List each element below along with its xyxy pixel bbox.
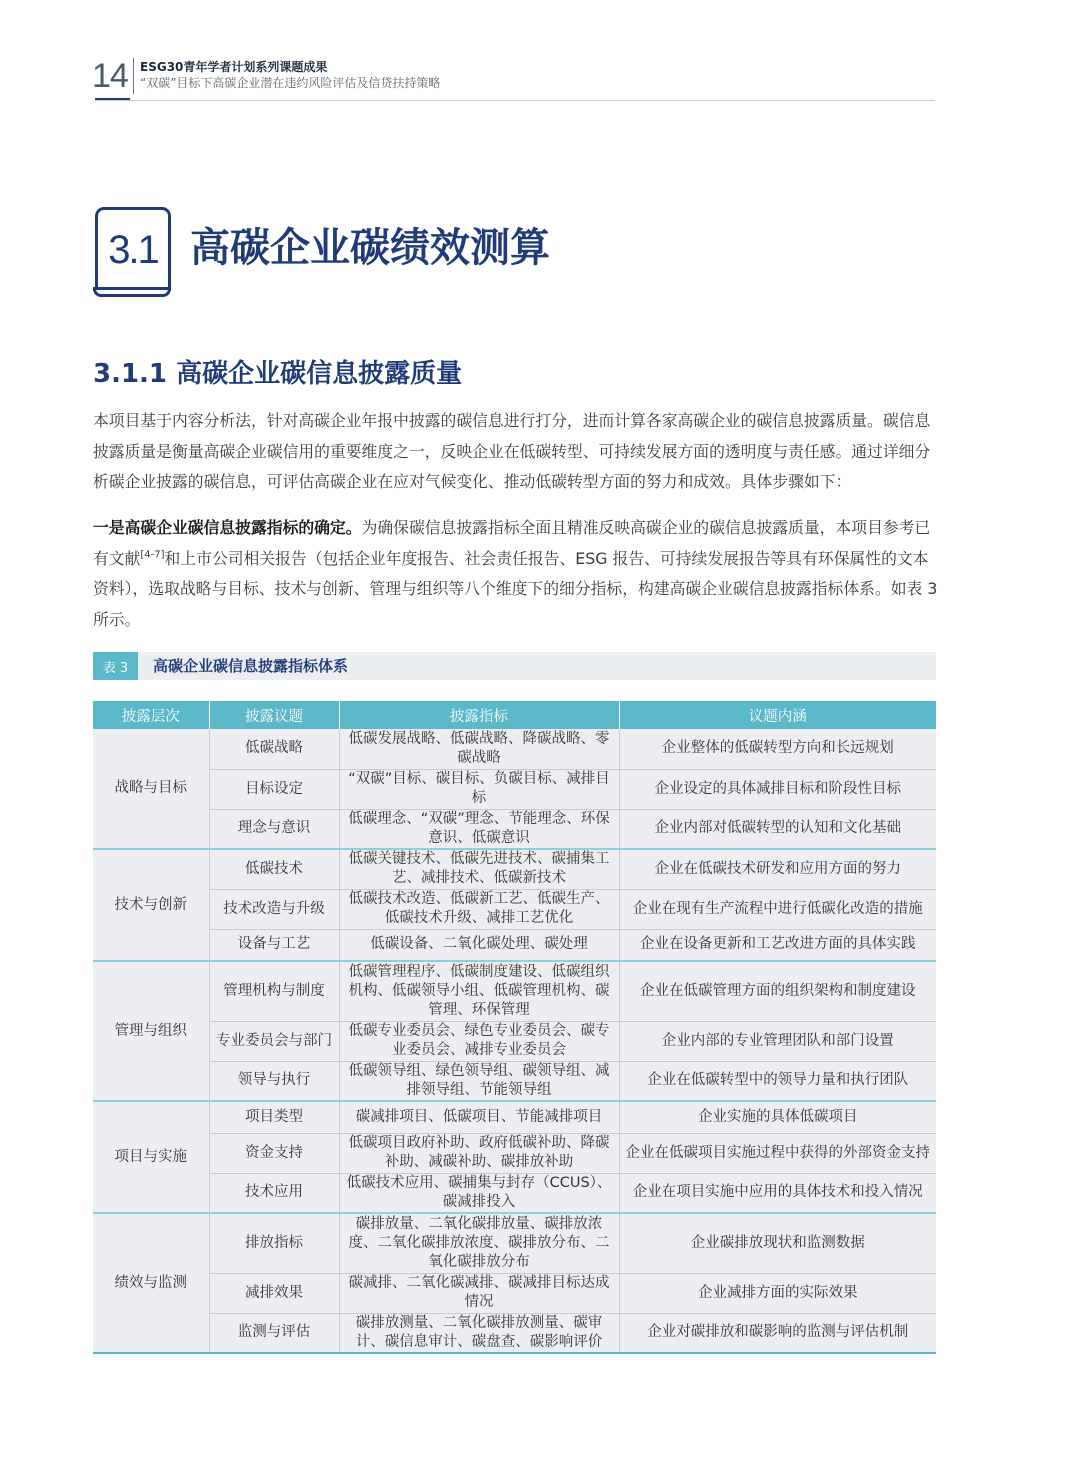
indicators-cell: 低碳项目政府补助、政府低碳补助、降碳补助、减碳补助、碳排放补助 (339, 1133, 619, 1173)
meaning-cell: 企业设定的具体减排目标和阶段性目标 (619, 769, 936, 809)
disclosure-level-cell: 项目与实施 (93, 1101, 209, 1213)
subsection-title: 3.1.1 高碳企业碳信息披露质量 (93, 359, 463, 389)
disclosure-indicator-table (93, 701, 936, 1354)
body-paragraph-2 (93, 513, 938, 635)
topic-cell: 监测与评估 (209, 1313, 339, 1353)
table-number-tag: 表 3 (93, 652, 138, 680)
table-row (93, 1101, 936, 1133)
meaning-cell: 企业内部对低碳转型的认知和文化基础 (619, 809, 936, 849)
meaning-cell: 企业在设备更新和工艺改进方面的具体实践 (619, 929, 936, 961)
indicators-cell: 低碳设备、二氧化碳处理、碳处理 (339, 929, 619, 961)
table-row (93, 769, 936, 809)
disclosure-level-cell: 绩效与监测 (93, 1213, 209, 1353)
table-row (93, 1273, 936, 1313)
meaning-cell: 企业整体的低碳转型方向和长远规划 (619, 729, 936, 769)
topic-cell: 减排效果 (209, 1273, 339, 1313)
section-title: 高碳企业碳绩效测算 (190, 225, 550, 271)
topic-cell: 资金支持 (209, 1133, 339, 1173)
meaning-cell: 企业在低碳技术研发和应用方面的努力 (619, 849, 936, 889)
page-number: 14 (92, 57, 128, 95)
disclosure-level-cell: 技术与创新 (93, 849, 209, 961)
header-rule (95, 100, 935, 101)
header-separator (133, 58, 134, 94)
meaning-cell: 企业在低碳转型中的领导力量和执行团队 (619, 1061, 936, 1101)
topic-cell: 专业委员会与部门 (209, 1021, 339, 1061)
table-row (93, 1133, 936, 1173)
disclosure-level-cell: 战略与目标 (93, 729, 209, 849)
column-header: 披露议题 (209, 701, 339, 729)
indicators-cell: 碳减排、二氧化碳减排、碳减排目标达成情况 (339, 1273, 619, 1313)
table-row (93, 1173, 936, 1213)
topic-cell: 理念与意识 (209, 809, 339, 849)
indicators-cell: 低碳领导组、绿色领导组、碳领导组、减排领导组、节能领导组 (339, 1061, 619, 1101)
meaning-cell: 企业内部的专业管理团队和部门设置 (619, 1021, 936, 1061)
table-row (93, 1061, 936, 1101)
table-row (93, 809, 936, 849)
indicators-cell: 低碳技术改造、低碳新工艺、低碳生产、低碳技术升级、减排工艺优化 (339, 889, 619, 929)
topic-cell: 技术应用 (209, 1173, 339, 1213)
meaning-cell: 企业对碳排放和碳影响的监测与评估机制 (619, 1313, 936, 1353)
series-title: ESG30青年学者计划系列课题成果 (140, 60, 328, 74)
meaning-cell: 企业碳排放现状和监测数据 (619, 1213, 936, 1273)
table-row (93, 1213, 936, 1273)
indicators-cell: 低碳发展战略、低碳战略、降碳战略、零碳战略 (339, 729, 619, 769)
indicators-cell: 低碳关键技术、低碳先进技术、碳捕集工艺、减排技术、低碳新技术 (339, 849, 619, 889)
indicators-cell: 碳排放测量、二氧化碳排放测量、碳审计、碳信息审计、碳盘查、碳影响评价 (339, 1313, 619, 1353)
meaning-cell: 企业减排方面的实际效果 (619, 1273, 936, 1313)
column-header: 披露层次 (93, 701, 209, 729)
topic-cell: 低碳战略 (209, 729, 339, 769)
meaning-cell: 企业在低碳项目实施过程中获得的外部资金支持 (619, 1133, 936, 1173)
topic-cell: 排放指标 (209, 1213, 339, 1273)
topic-cell: 管理机构与制度 (209, 961, 339, 1021)
table-row (93, 929, 936, 961)
paragraph-text: 为确保碳信息披露指标全面且精准反映高碳企业的碳信息披露质量，本项目参考已有文献 (93, 518, 931, 568)
indicators-cell: 低碳专业委员会、绿色专业委员会、碳专业委员会、减排专业委员会 (339, 1021, 619, 1061)
paragraph-lead: 一是高碳企业碳信息披露指标的确定。 (93, 518, 362, 537)
topic-cell: 低碳技术 (209, 849, 339, 889)
indicators-cell: 低碳管理程序、低碳制度建设、低碳组织机构、低碳领导小组、低碳管理机构、碳管理、环保管理 (339, 961, 619, 1021)
meaning-cell: 企业在现有生产流程中进行低碳化改造的措施 (619, 889, 936, 929)
table-row (93, 729, 936, 769)
table-row (93, 849, 936, 889)
table-caption: 高碳企业碳信息披露指标体系 (153, 657, 349, 675)
table-row (93, 1021, 936, 1061)
indicators-cell: “双碳”目标、碳目标、负碳目标、减排目标 (339, 769, 619, 809)
topic-cell: 技术改造与升级 (209, 889, 339, 929)
topic-cell: 领导与执行 (209, 1061, 339, 1101)
section-number-badge: 3.1 (95, 207, 171, 290)
topic-cell: 目标设定 (209, 769, 339, 809)
indicators-cell: 低碳技术应用、碳捕集与封存（CCUS）、碳减排投入 (339, 1173, 619, 1213)
paragraph-text: 和上市公司相关报告（包括企业年度报告、社会责任报告、ESG 报告、可持续发展报告等具有环保属性的文本资料），选取战略与目标、技术与创新、管理与组织等八个维度下的细分指标，构建高碳企业碳信息披露指标体系。如表 3 所示。 (93, 548, 938, 629)
table-row (93, 961, 936, 1021)
indicators-cell: 碳排放量、二氧化碳排放量、碳排放浓度、二氧化碳排放浓度、碳排放分布、二氧化碳排放分布 (339, 1213, 619, 1273)
report-title: “双碳”目标下高碳企业潜在违约风险评估及信贷扶持策略 (140, 76, 441, 90)
topic-cell: 设备与工艺 (209, 929, 339, 961)
topic-cell: 项目类型 (209, 1101, 339, 1133)
column-header: 披露指标 (339, 701, 619, 729)
column-header: 议题内涵 (619, 701, 936, 729)
indicators-cell: 低碳理念、“双碳”理念、节能理念、环保意识、低碳意识 (339, 809, 619, 849)
meaning-cell: 企业在项目实施中应用的具体技术和投入情况 (619, 1173, 936, 1213)
table-row (93, 889, 936, 929)
reference-citation: [4-7] (140, 549, 165, 561)
table-caption-bar (93, 652, 936, 680)
indicators-cell: 碳减排项目、低碳项目、节能减排项目 (339, 1101, 619, 1133)
meaning-cell: 企业实施的具体低碳项目 (619, 1101, 936, 1133)
section-badge-base (93, 287, 171, 297)
table-row (93, 1313, 936, 1353)
body-paragraph-1: 本项目基于内容分析法，针对高碳企业年报中披露的碳信息进行打分，进而计算各家高碳企业的碳信息披露质量。碳信息披露质量是衡量高碳企业碳信用的重要维度之一，反映企业在低碳转型、可持续发展方面的透明度与责任感。通过详细分析碳企业披露的碳信息，可评估高碳企业在应对气候变化、推动低碳转型方面的努力和成效。具体步骤如下： (93, 411, 931, 491)
table-header-row (93, 701, 936, 729)
meaning-cell: 企业在低碳管理方面的组织架构和制度建设 (619, 961, 936, 1021)
disclosure-level-cell: 管理与组织 (93, 961, 209, 1101)
